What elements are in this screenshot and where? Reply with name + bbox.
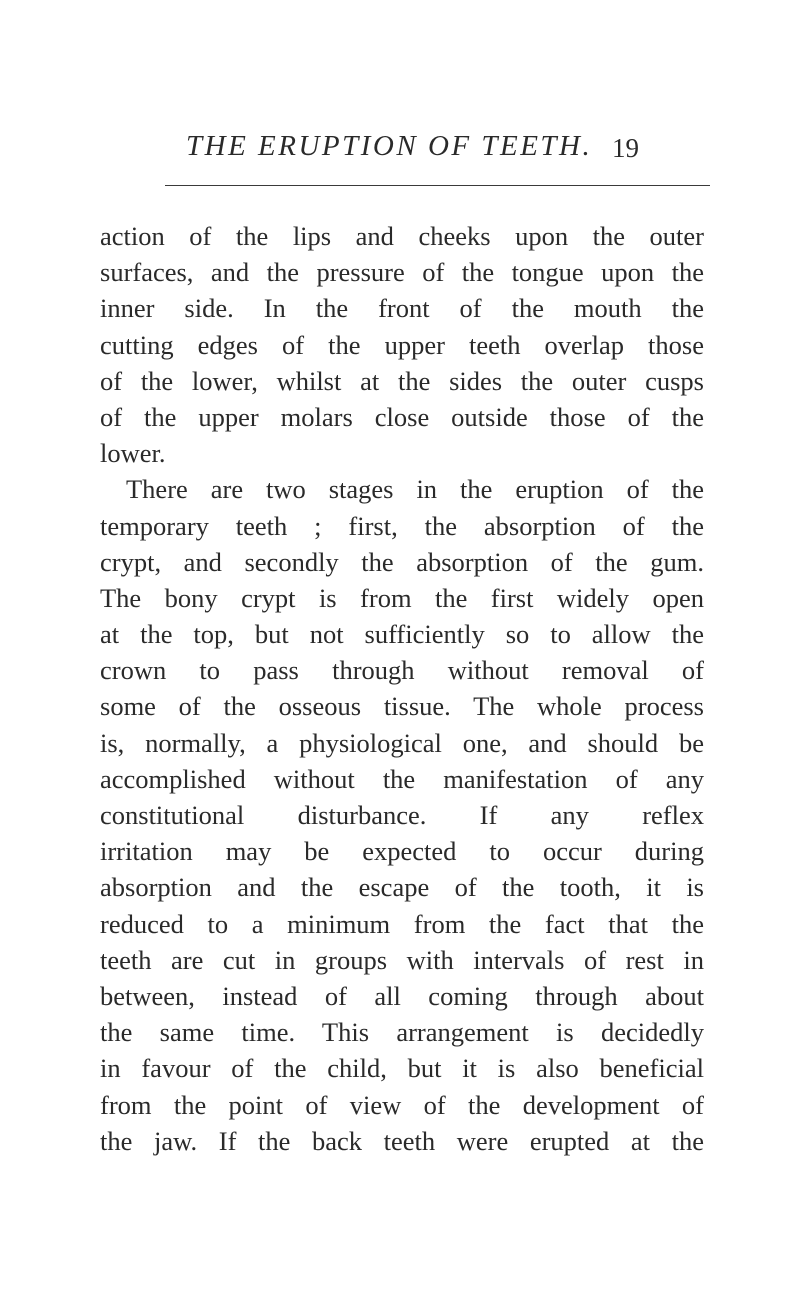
text-line: reduced to a minimum from the fact that the: [100, 908, 704, 939]
text-line: in favour of the child, but it is also beneficial: [100, 1053, 704, 1084]
text-line: temporary teeth ; first, the absorption of the: [100, 510, 704, 541]
text-line: There are two stages in the eruption of the: [126, 474, 704, 505]
text-line: from the point of view of the development of: [100, 1089, 704, 1120]
text-line: surfaces, and the pressure of the tongue upon the: [100, 257, 704, 288]
text-line: lower.: [100, 438, 166, 469]
text-line: action of the lips and cheeks upon the outer: [100, 221, 704, 251]
text-line: accomplished without the manifestation of any: [100, 763, 704, 794]
text-line: of the upper molars close outside those of the: [100, 401, 704, 432]
running-head: [0, 128, 800, 168]
text-line: absorption and the escape of the tooth, it is: [100, 872, 704, 903]
page-number: 19: [612, 133, 639, 163]
text-line: the same time. This arrangement is decidedly: [100, 1017, 704, 1048]
text-line: some of the osseous tissue. The whole process: [100, 691, 704, 722]
body-text: [100, 218, 704, 1159]
text-line: inner side. In the front of the mouth the: [100, 293, 704, 324]
text-line: irritation may be expected to occur during: [100, 836, 704, 867]
text-line: between, instead of all coming through about: [100, 980, 704, 1011]
text-line: at the top, but not sufficiently so to allow the: [100, 619, 704, 650]
text-line: of the lower, whilst at the sides the outer cusps: [100, 365, 704, 396]
text-line: crown to pass through without removal of: [100, 655, 704, 686]
text-line: constitutional disturbance. If any reflex: [100, 800, 704, 830]
header-rule: [165, 185, 710, 186]
text-line: crypt, and secondly the absorption of the gum.: [100, 546, 704, 577]
text-line: The bony crypt is from the first widely open: [100, 582, 704, 613]
running-title: THE ERUPTION OF TEETH.: [186, 130, 593, 162]
text-line: cutting edges of the upper teeth overlap those: [100, 329, 704, 360]
text-line: is, normally, a physiological one, and should be: [100, 727, 704, 758]
text-line: teeth are cut in groups with intervals of rest in: [100, 944, 704, 975]
text-line: the jaw. If the back teeth were erupted at the: [100, 1125, 704, 1156]
